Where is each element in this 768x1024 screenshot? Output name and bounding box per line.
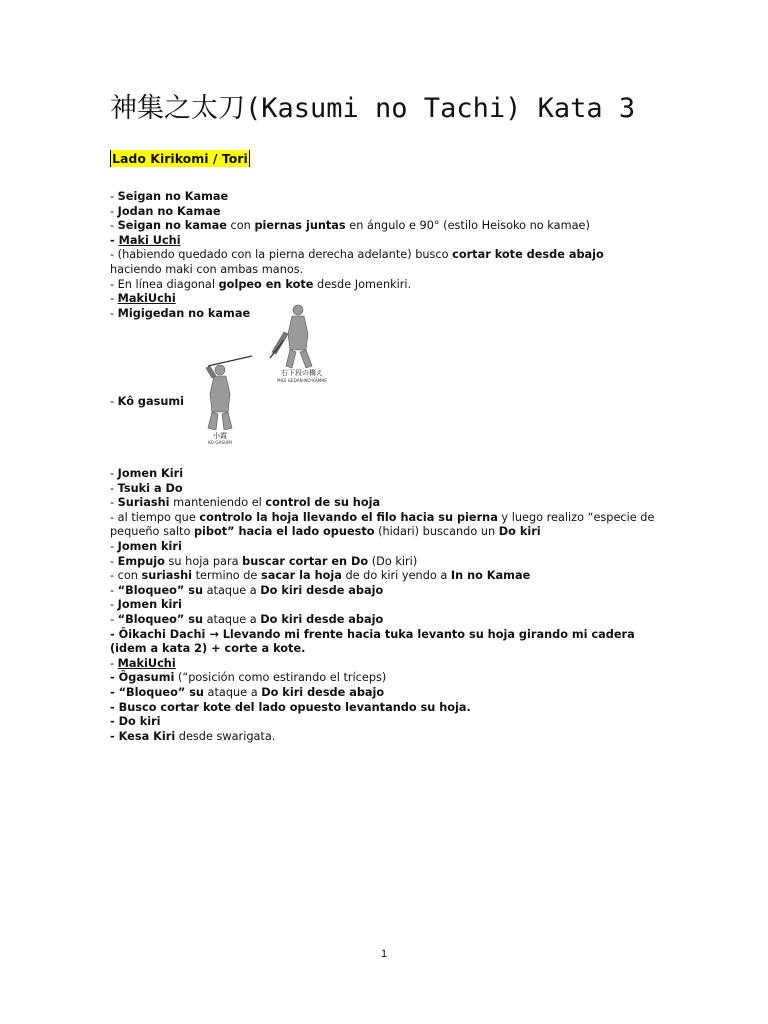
- step-text: controlo la hoja llevando el filo hacia su pierna: [199, 510, 498, 524]
- step-text: control de su hoja: [265, 496, 381, 510]
- step-text: cortar kote desde abajo: [452, 248, 604, 262]
- step-line: [110, 190, 655, 205]
- steps-list-part1: [110, 190, 655, 321]
- step-text: -: [110, 467, 118, 480]
- step-text: termino de: [192, 569, 261, 583]
- step-line: [110, 278, 655, 293]
- step-line: [110, 482, 655, 497]
- step-text: con: [226, 219, 255, 233]
- step-text: Seigan no Kamae: [117, 190, 229, 203]
- step-text: -: [110, 219, 118, 233]
- step-text: ataque a: [203, 583, 261, 597]
- step-line: [110, 715, 655, 730]
- step-line: [110, 395, 655, 410]
- step-line: [110, 540, 655, 555]
- steps-list-part2: [110, 395, 655, 410]
- step-text: “Bloqueo” su: [117, 612, 204, 626]
- kogasumi-caption: 小霞: [213, 432, 227, 440]
- migigedan-caption: 右下段の構え: [281, 369, 323, 377]
- step-text: en ángulo e 90° (estilo Heisoko no kamae): [345, 219, 590, 233]
- step-text: Do kiri desde abajo: [260, 612, 384, 626]
- migigedan-figure: [262, 300, 340, 384]
- step-line: [110, 205, 655, 220]
- steps-list-part3: [110, 467, 655, 744]
- step-text: -: [110, 496, 118, 510]
- step-text: de do kiri yendo a: [341, 569, 451, 583]
- section-heading: Lado Kirikomi / Tori: [112, 151, 248, 166]
- step-text: -: [110, 539, 118, 553]
- step-text: -: [110, 306, 118, 320]
- step-text: Empujo: [117, 554, 165, 568]
- step-text: “Bloqueo” su: [117, 583, 204, 597]
- step-text: y luego realizo “especie de pequeño salto: [110, 510, 655, 539]
- step-text: haciendo maki con ambas manos.: [110, 262, 304, 276]
- step-line: [110, 657, 655, 672]
- step-text: Seigan no kamae: [117, 219, 227, 233]
- step-line: [110, 584, 655, 599]
- page-number: 1: [380, 948, 388, 960]
- step-text: Migigedan no kamae: [117, 306, 251, 320]
- step-text: -: [110, 190, 118, 203]
- step-text: (Do kiri): [368, 554, 418, 568]
- step-text: Jomen kiri: [117, 598, 182, 612]
- step-text: -: [110, 554, 118, 568]
- step-text: - Do kiri: [110, 715, 161, 729]
- step-text: Jomen Kiri: [117, 467, 184, 480]
- step-text: - con: [110, 569, 142, 583]
- step-text: piernas juntas: [254, 219, 346, 233]
- step-text: suriashi: [141, 569, 193, 583]
- step-line: [110, 219, 655, 234]
- step-text: -: [110, 481, 118, 495]
- step-text: desde Jomenkiri.: [313, 277, 412, 291]
- step-line: [110, 628, 655, 657]
- step-text: sacar la hoja: [260, 569, 342, 583]
- step-line: [110, 730, 655, 745]
- step-text: - “Bloqueo” su: [110, 685, 204, 699]
- step-text: - (habiendo quedado con la pierna derecha adelante) busco: [110, 248, 453, 262]
- step-line: [110, 613, 655, 628]
- step-text: Do kiri: [498, 525, 541, 539]
- step-text: In no Kamae: [450, 569, 531, 583]
- step-text: -: [110, 583, 118, 597]
- step-line: [110, 569, 655, 584]
- step-text: desde swarigata.: [175, 729, 276, 743]
- step-text: -: [110, 204, 118, 218]
- step-text: Suriashi: [117, 496, 170, 510]
- step-text: Kô gasumi: [117, 395, 185, 408]
- step-text: -: [110, 292, 118, 306]
- step-text: Maki Uchi: [118, 233, 181, 247]
- step-text: pibot” hacia el lado opuesto: [193, 525, 375, 539]
- step-line: [110, 511, 655, 540]
- step-text: -: [110, 656, 118, 670]
- step-text: -: [110, 395, 118, 408]
- step-text: Do kiri desde abajo: [260, 583, 384, 597]
- step-text: ataque a: [203, 612, 261, 626]
- step-text: (hidari) buscando un: [374, 525, 499, 539]
- step-text: - Ôgasumi: [110, 671, 175, 685]
- step-text: manteniendo el: [169, 496, 266, 510]
- migigedan-subcaption: MIGI GEDAN-NO-KAMAE: [277, 378, 327, 383]
- step-text: Jodan no Kamae: [117, 204, 221, 218]
- step-text: - Ôikachi Dachi → Llevando mi frente hacia tuka levanto su hoja girando mi cadera (idem a kata 2) + corte a kote.: [110, 627, 635, 656]
- step-line: [110, 307, 655, 322]
- step-text: - al tiempo que: [110, 510, 200, 524]
- step-text: MakiUchi: [117, 656, 176, 670]
- step-text: Do kiri desde abajo: [261, 685, 385, 699]
- step-line: [110, 467, 655, 482]
- step-text: -: [110, 598, 118, 612]
- step-text: - En línea diagonal: [110, 277, 219, 291]
- step-line: [110, 555, 655, 570]
- step-line: [110, 292, 655, 307]
- step-text: - Busco cortar kote del lado opuesto levantando su hoja.: [110, 700, 471, 714]
- step-line: [110, 248, 655, 277]
- step-line: [110, 598, 655, 613]
- step-text: ataque a: [203, 685, 262, 699]
- step-line: [110, 701, 655, 716]
- step-text: Tsuki a Do: [117, 481, 183, 495]
- step-line: [110, 671, 655, 686]
- step-line: [110, 686, 655, 701]
- step-text: Jomen kiri: [117, 539, 182, 553]
- step-text: -: [110, 233, 119, 247]
- step-text: su hoja para: [164, 554, 243, 568]
- step-text: (“posición como estirando el tríceps): [174, 671, 387, 685]
- step-text: golpeo en kote: [218, 277, 314, 291]
- step-text: - Kesa Kiri: [110, 729, 176, 743]
- step-text: buscar cortar en Do: [242, 554, 369, 568]
- step-text: MakiUchi: [117, 292, 176, 306]
- kogasumi-subcaption: KO GASUMI: [208, 440, 232, 445]
- step-line: [110, 234, 655, 249]
- step-line: [110, 496, 655, 511]
- page-title: 神集之太刀(Kasumi no Tachi) Kata 3: [110, 93, 636, 124]
- step-text: -: [110, 612, 118, 626]
